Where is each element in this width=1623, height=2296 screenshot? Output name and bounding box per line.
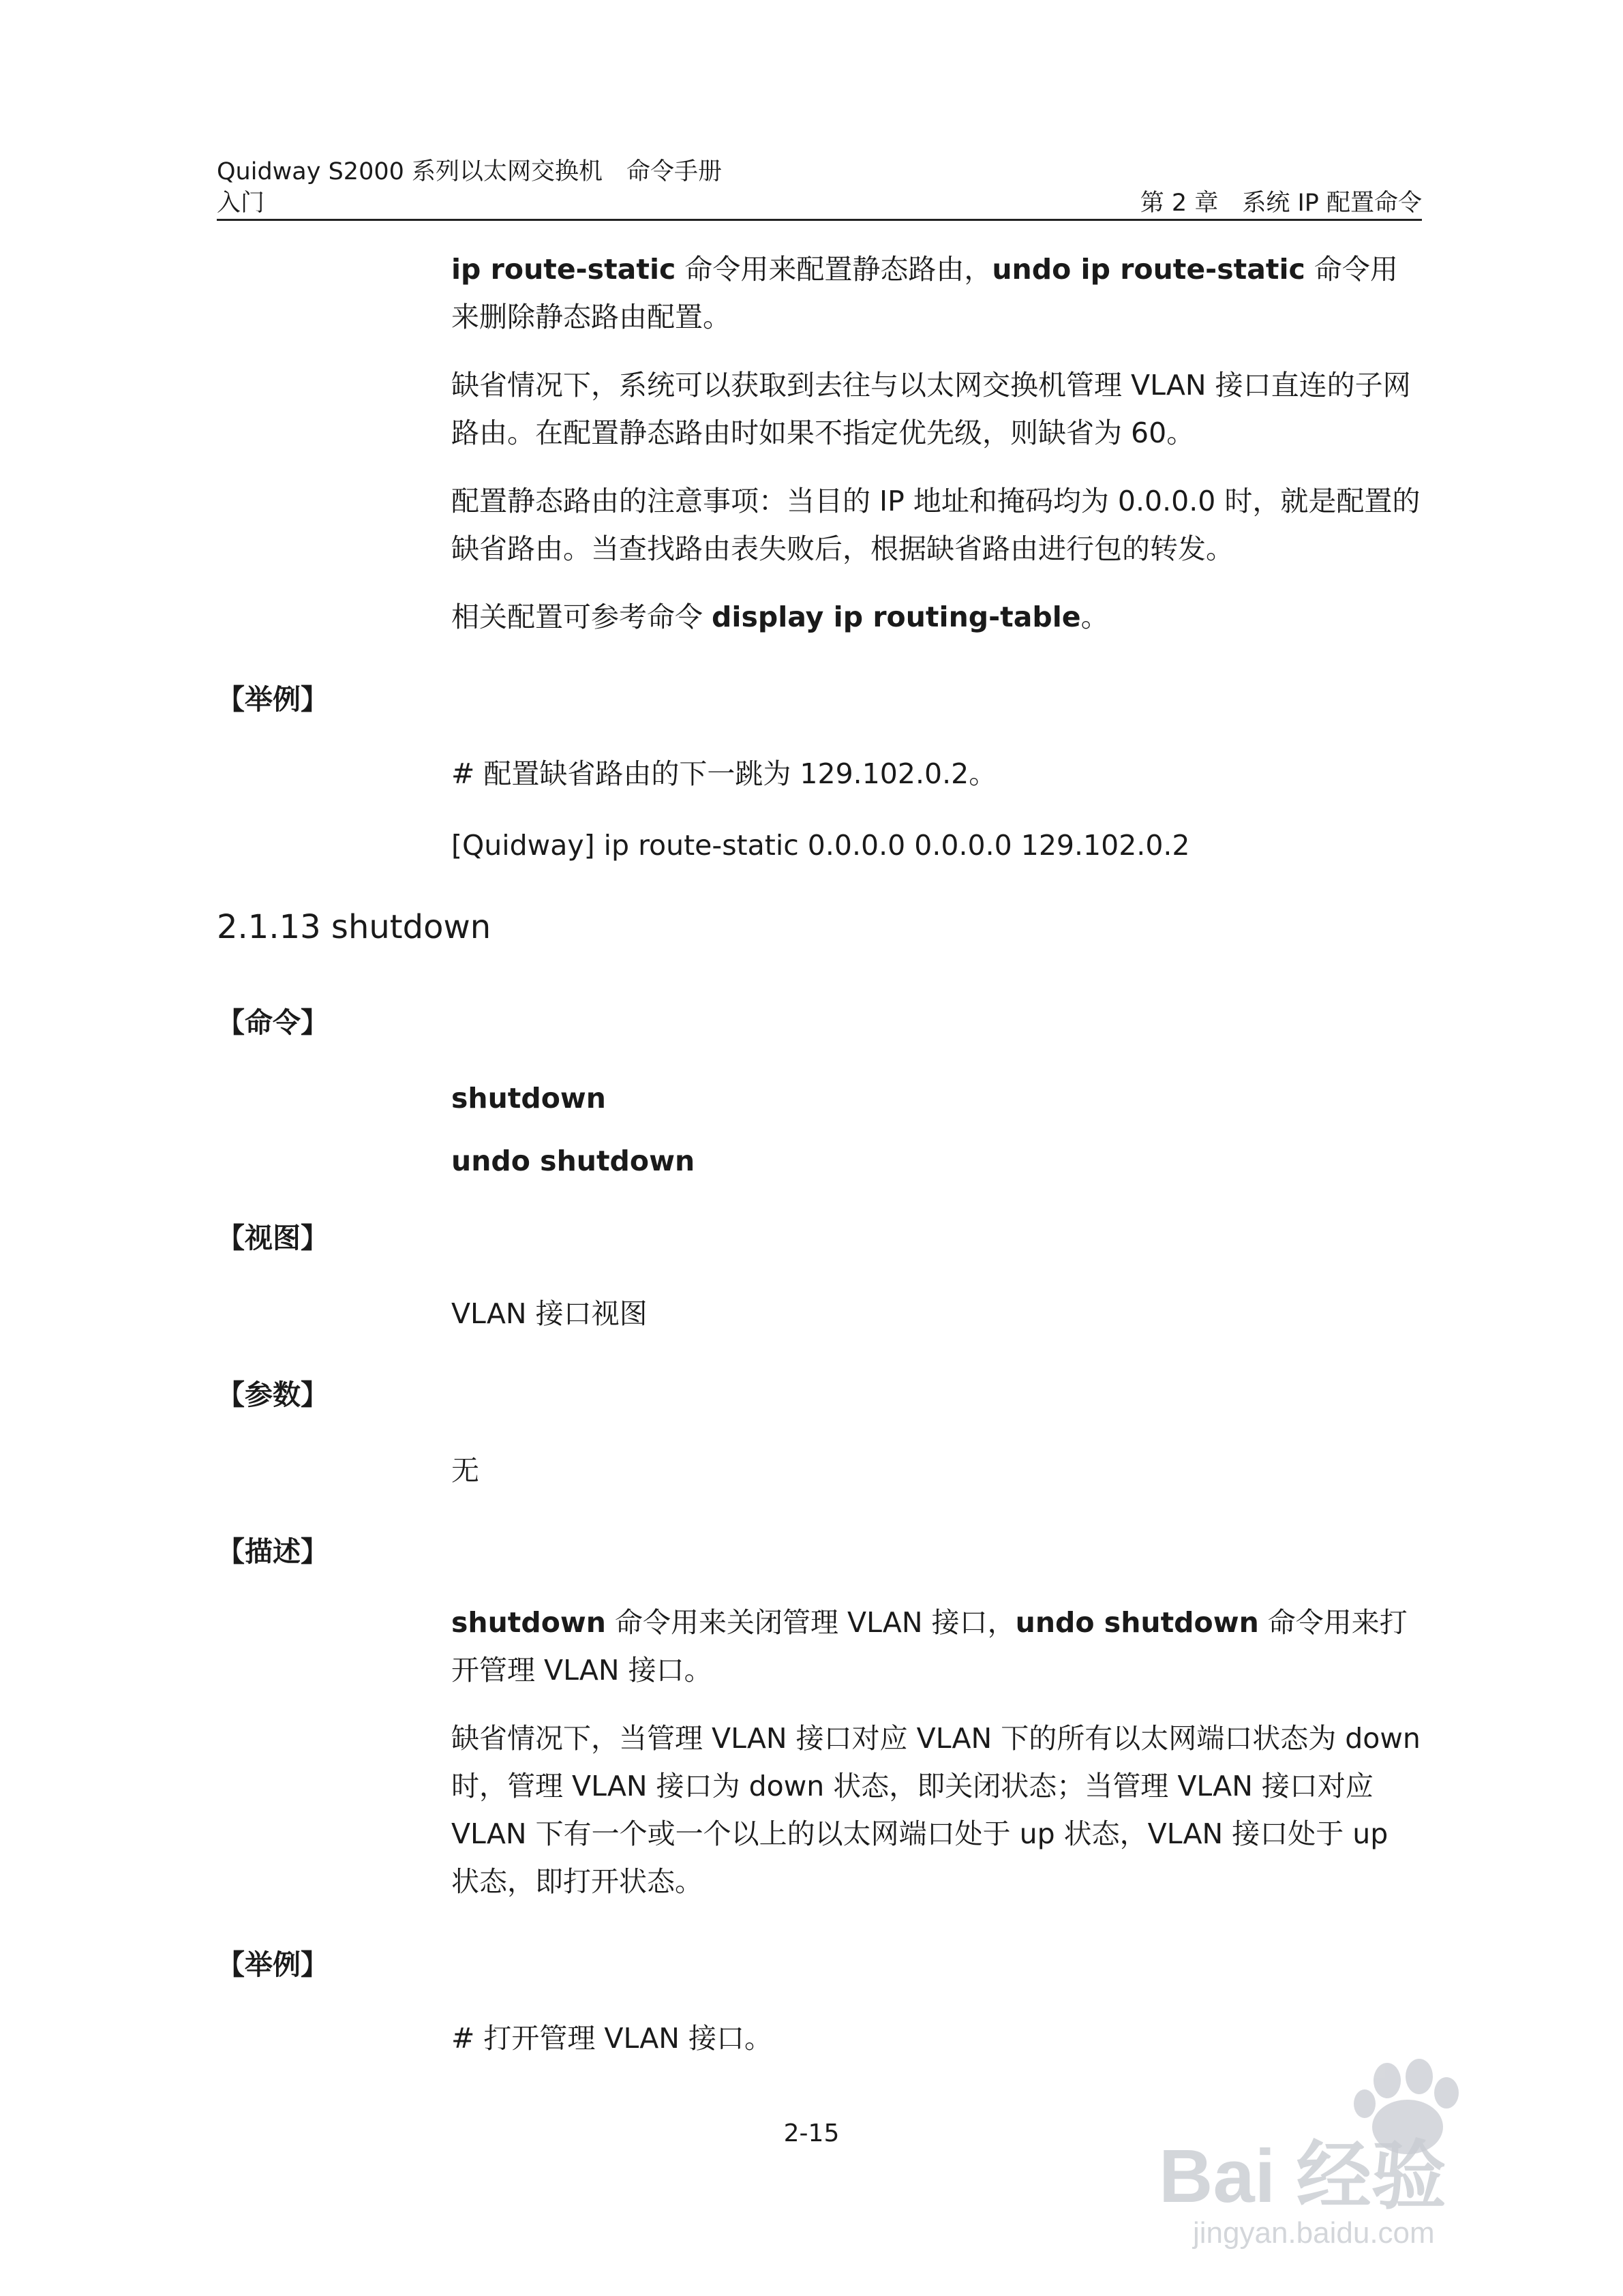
header-book-title: Quidway S2000 系列以太网交换机 命令手册 [217,158,722,185]
header-section: 入门 [217,190,265,217]
header-chapter: 第 2 章 系统 IP 配置命令 [1140,190,1422,217]
command-shutdown: shutdown [451,1082,606,1115]
params-value: 无 [451,1454,479,1487]
cmd-shutdown: shutdown [451,1606,606,1639]
desc-text: 。 [1080,601,1109,633]
section-title: 2.1.13 shutdown [217,908,491,946]
example-comment: # 配置缺省路由的下一跳为 129.102.0.2。 [451,757,997,790]
example-command: [Quidway] ip route-static 0.0.0.0 0.0.0.0 129.102.0.2 [451,829,1190,862]
example-label: 【举例】 [217,1948,329,1981]
example-label: 【举例】 [217,683,329,716]
cmd-ip-route-static: ip route-static [451,253,676,286]
example-comment: # 打开管理 VLAN 接口。 [451,2022,772,2055]
view-label: 【视图】 [217,1222,329,1254]
baidu-jingyan-watermark [1152,2045,1547,2250]
page-number: 2-15 [783,2119,840,2147]
header-rule [217,219,1422,221]
desc-text: 命令用来打开管理 VLAN 接口。 [451,1606,1408,1687]
shutdown-desc-1 [451,1599,1422,1694]
params-label: 【参数】 [217,1378,329,1411]
desc-label: 【描述】 [217,1535,329,1568]
watermark-url: jingyan.baidu.com [1193,2216,1435,2250]
desc-text: 相关配置可参考命令 [451,601,712,633]
watermark-brand: Bai 经验 [1159,2134,1446,2218]
command-label: 【命令】 [217,1006,329,1039]
route-static-desc-4 [451,593,1422,641]
cmd-undo-ip-route-static: undo ip route-static [992,253,1305,286]
view-value: VLAN 接口视图 [451,1297,648,1330]
command-undo-shutdown: undo shutdown [451,1145,695,1177]
route-static-desc-3: 配置静态路由的注意事项：当目的 IP 地址和掩码均为 0.0.0.0 时，就是配置的缺省路由。当查找路由表失败后，根据缺省路由进行包的转发。 [451,485,1421,565]
desc-text: 命令用来配置静态路由， [676,253,992,286]
route-static-desc-1 [451,245,1422,341]
desc-text: 命令用来删除静态路由配置。 [451,253,1398,333]
shutdown-desc-2: 缺省情况下，当管理 VLAN 接口对应 VLAN 下的所有以太网端口状态为 down 时，管理 VLAN 接口为 down 状态，即关闭状态；当管理 VLAN 接口对应 VLAN 下有一个或一个以上的以太网端口处于 up 状态，VLAN 接口处于 up 状态，即打开状态。 [451,1722,1421,1898]
cmd-undo-shutdown: undo shutdown [1015,1606,1259,1639]
desc-text: 命令用来关闭管理 VLAN 接口， [605,1606,1016,1639]
cmd-display-ip-routing-table: display ip routing-table [712,601,1081,633]
route-static-desc-2: 缺省情况下，系统可以获取到去往与以太网交换机管理 VLAN 接口直连的子网路由。在配置静态路由时如果不指定优先级，则缺省为 60。 [451,369,1411,449]
